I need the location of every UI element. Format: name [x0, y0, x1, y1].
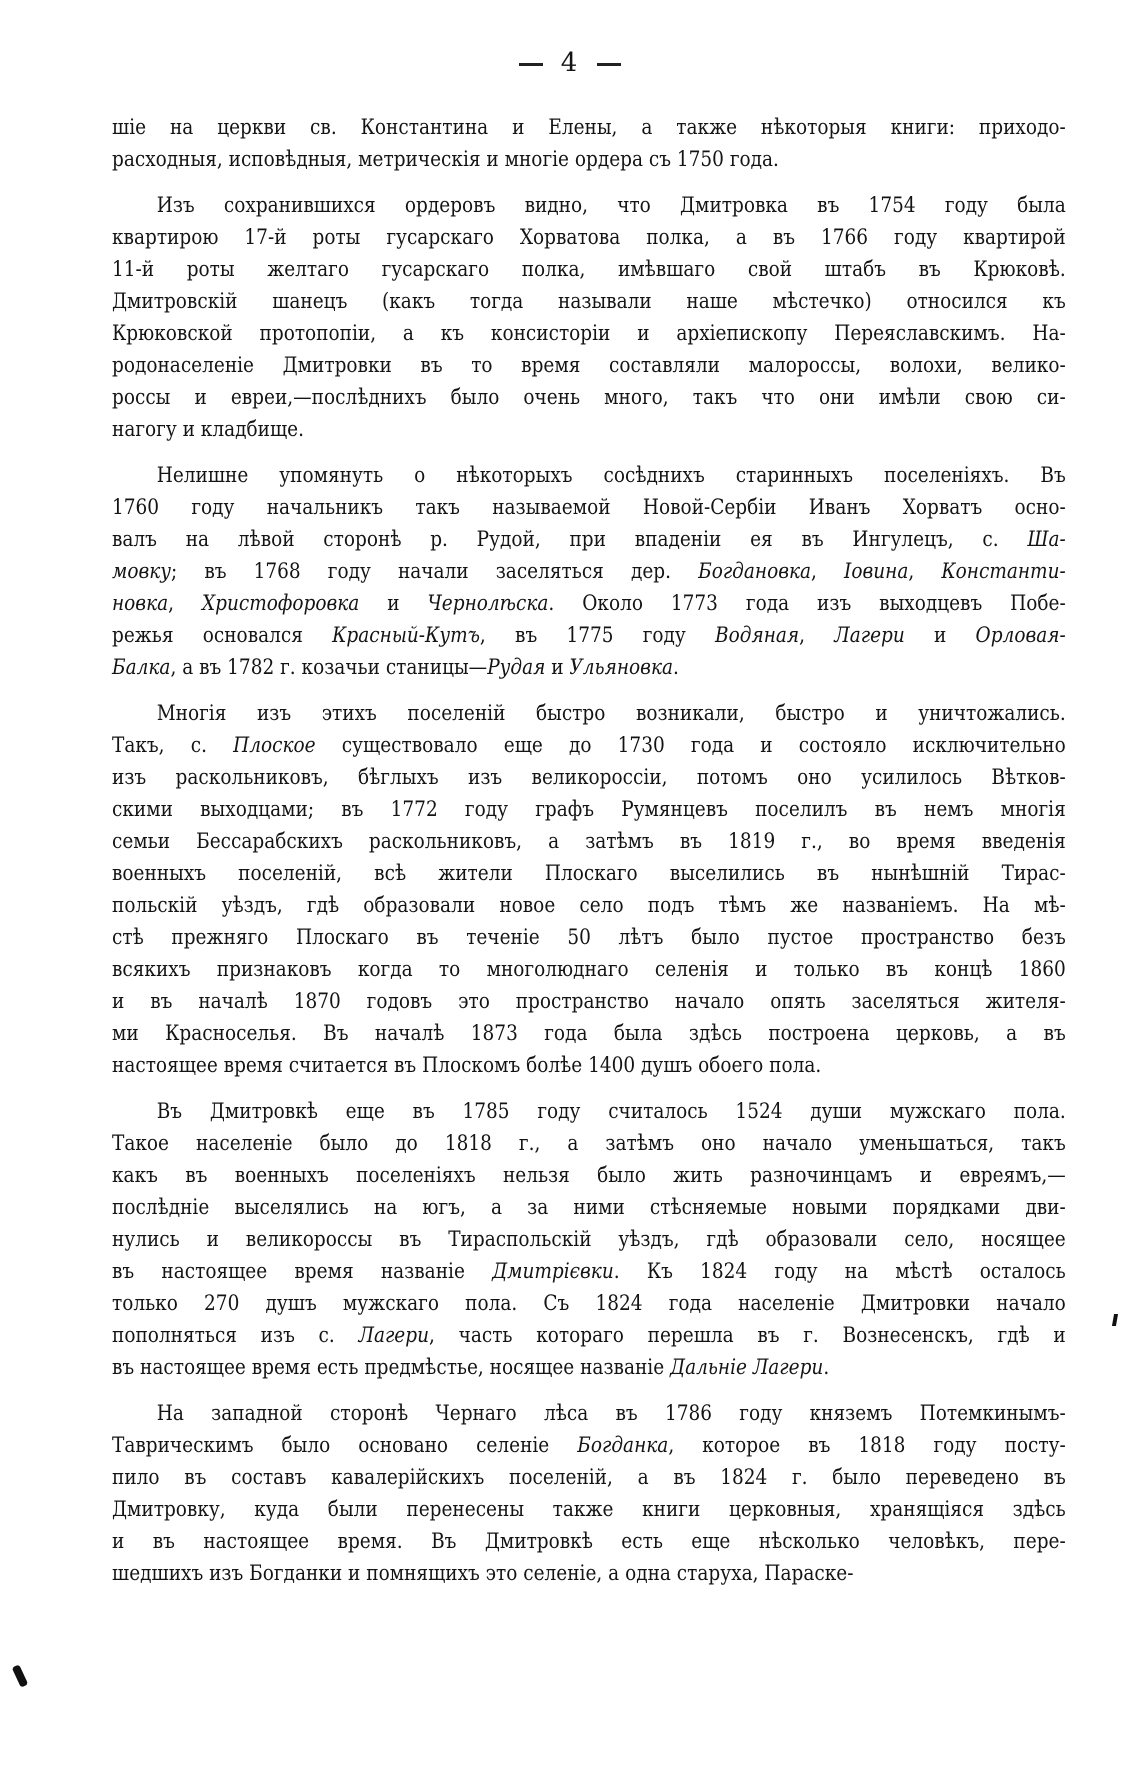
text-run: какъ въ военныхъ поселеніяхъ нельзя было жить разночинцамъ и евреямъ,—	[112, 1163, 1066, 1188]
text-run: и въ настоящее время. Въ Дмитровкѣ есть еще нѣсколько человѣкъ, пере-	[112, 1529, 1066, 1554]
text-line	[112, 698, 1066, 730]
italic-text: Константи-	[941, 559, 1066, 584]
text-run: . Около 1773 года изъ выходцевъ Побе-	[548, 591, 1066, 616]
text-run: Такое населеніе было до 1818 г., а затѣмъ оно начало уменьшаться, такъ	[112, 1131, 1066, 1156]
text-run: ; въ 1768 году начали заселяться дер.	[171, 559, 699, 584]
italic-text: Ульяновка	[569, 655, 674, 680]
text-run: пополняться изъ с.	[112, 1323, 359, 1348]
text-run: родонаселеніе Дмитровки въ то время составляли малороссы, волохи, велико-	[112, 353, 1066, 378]
text-run: и	[904, 623, 976, 648]
text-line	[112, 1462, 1066, 1494]
text-run: 1760 году начальникъ такъ называемой Новой-Сербіи Иванъ Хорватъ осно-	[112, 495, 1066, 520]
text-run: и	[359, 591, 428, 616]
italic-text: новка	[112, 591, 169, 616]
text-run: нагогу и кладбище.	[112, 417, 304, 442]
text-line	[112, 190, 1066, 222]
text-run: въ настоящее время названіе	[112, 1259, 493, 1284]
page-number-value: 4	[560, 48, 580, 78]
text-run: ,	[908, 559, 942, 584]
text-line	[112, 460, 1066, 492]
text-run: Многія изъ этихъ поселеній быстро возникали, быстро и уничтожались.	[156, 701, 1066, 726]
text-run: изъ раскольниковъ, бѣглыхъ изъ великороссіи, потомъ оно усилилось Вѣтков-	[112, 765, 1066, 790]
text-line	[112, 524, 1066, 556]
text-line	[112, 1018, 1066, 1050]
text-line	[112, 222, 1066, 254]
paragraph	[112, 1096, 1066, 1384]
text-run: Таврическимъ было основано селеніе	[112, 1433, 578, 1458]
text-line	[112, 1526, 1066, 1558]
italic-text: Чернолѣска	[427, 591, 549, 616]
text-run: Нелишне упомянуть о нѣкоторыхъ сосѣднихъ старинныхъ поселеніяхъ. Въ	[156, 463, 1066, 488]
paragraph	[112, 460, 1066, 684]
text-line	[112, 922, 1066, 954]
text-run: послѣдніе выселялись на югъ, а за ними стѣсняемые новыми порядками дви-	[112, 1195, 1066, 1220]
text-line	[112, 1256, 1066, 1288]
italic-text: Лагери	[834, 623, 905, 648]
text-line	[112, 144, 1066, 176]
text-line	[112, 794, 1066, 826]
text-run: въ настоящее время есть предмѣстье, носящее названіе	[112, 1355, 671, 1380]
text-line	[112, 986, 1066, 1018]
paragraph	[112, 698, 1066, 1082]
text-line	[112, 286, 1066, 318]
text-line	[112, 1192, 1066, 1224]
page-number	[0, 48, 1140, 78]
text-line	[112, 1224, 1066, 1256]
text-run: настоящее время считается въ Плоскомъ болѣе 1400 душъ обоего пола.	[112, 1053, 822, 1078]
page-number-dash-left	[519, 63, 543, 66]
text-run: военныхъ поселеній, всѣ жители Плоскаго выселились въ нынѣшній Тирас-	[112, 861, 1066, 886]
italic-text: Плоское	[233, 733, 316, 758]
italic-text: Іовина	[844, 559, 909, 584]
text-run: только 270 душъ мужскаго пола. Съ 1824 года населеніе Дмитровки начало	[112, 1291, 1066, 1316]
text-run: расходныя, исповѣдныя, метрическія и многіе ордера съ 1750 года.	[112, 147, 779, 172]
text-run: и	[545, 655, 570, 680]
text-line	[112, 1288, 1066, 1320]
page-number-dash-right	[597, 63, 621, 66]
text-run: , а въ 1782 г. козачьи станицы—	[170, 655, 488, 680]
text-line	[112, 762, 1066, 794]
text-line	[112, 1398, 1066, 1430]
text-run: Въ Дмитровкѣ еще въ 1785 году считалось 1524 души мужскаго пола.	[156, 1099, 1066, 1124]
scan-artifact-mark	[1112, 1314, 1118, 1326]
text-run: польскій уѣздъ, гдѣ образовали новое село подъ тѣмъ же названіемъ. На мѣ-	[112, 893, 1066, 918]
text-line	[112, 890, 1066, 922]
text-line	[112, 318, 1066, 350]
text-run: На западной сторонѣ Чернаго лѣса въ 1786 году княземъ Потемкинымъ-	[156, 1401, 1066, 1426]
text-line	[112, 826, 1066, 858]
text-run: семьи Бессарабскихъ раскольниковъ, а затѣмъ въ 1819 г., во время введенія	[112, 829, 1066, 854]
text-run: , часть котораго перешла въ г. Вознесенскъ, гдѣ и	[429, 1323, 1066, 1348]
text-line	[112, 556, 1066, 588]
text-run: валъ на лѣвой сторонѣ р. Рудой, при впаденіи ея въ Ингулецъ, с.	[112, 527, 1028, 552]
text-line	[112, 350, 1066, 382]
text-run: Дмитровскій шанецъ (какъ тогда называли наше мѣстечко) относился къ	[112, 289, 1066, 314]
text-line	[112, 1558, 1066, 1590]
text-run: , въ 1775 году	[479, 623, 716, 648]
text-run: режья основался	[112, 623, 333, 648]
text-run: и въ началѣ 1870 годовъ это пространство начало опять заселяться жителя-	[112, 989, 1066, 1014]
text-run: россы и евреи,—послѣднихъ было очень много, такъ что они имѣли свою си-	[112, 385, 1066, 410]
italic-text: Красный-Кутъ	[332, 623, 480, 648]
text-line	[112, 1352, 1066, 1384]
text-line	[112, 858, 1066, 890]
text-run: шедшихъ изъ Богданки и помнящихъ это селеніе, а одна старуха, Параске-	[112, 1561, 854, 1586]
text-line	[112, 652, 1066, 684]
italic-text: мовку	[112, 559, 172, 584]
text-run: ,	[811, 559, 845, 584]
italic-text: Ша-	[1027, 527, 1066, 552]
italic-text: Лагери	[358, 1323, 430, 1348]
body-text	[112, 112, 1066, 1604]
paragraph	[112, 1398, 1066, 1590]
text-line	[112, 1160, 1066, 1192]
text-run: .	[823, 1355, 830, 1380]
text-run: Такъ, с.	[112, 733, 234, 758]
text-run: всякихъ признаковъ когда то многолюднаго селенія и только въ концѣ 1860	[112, 957, 1066, 982]
text-run: ,	[168, 591, 202, 616]
text-run: Изъ сохранившихся ордеровъ видно, что Дмитровка въ 1754 году была	[156, 193, 1066, 218]
paragraph	[112, 190, 1066, 446]
text-line	[112, 112, 1066, 144]
text-run: , которое въ 1818 году посту-	[668, 1433, 1066, 1458]
text-run: 11-й роты желтаго гусарскаго полка, имѣвшаго свой штабъ въ Крюковѣ.	[112, 257, 1066, 282]
italic-text: Христофоровка	[201, 591, 360, 616]
text-line	[112, 382, 1066, 414]
text-run: шіе на церкви св. Константина и Елены, а также нѣкоторыя книги: приходо-	[112, 115, 1066, 140]
text-run: скими выходцами; въ 1772 году графъ Румянцевъ поселилъ въ немъ многія	[112, 797, 1066, 822]
italic-text: Водяная	[715, 623, 800, 648]
italic-text: Балка	[112, 655, 171, 680]
text-line	[112, 492, 1066, 524]
text-line	[112, 954, 1066, 986]
text-line	[112, 1320, 1066, 1352]
italic-text: Богданка	[577, 1433, 669, 1458]
italic-text: Богдановка	[698, 559, 812, 584]
text-line	[112, 1096, 1066, 1128]
text-run: Дмитровку, куда были перенесены также книги церковныя, хранящіяся здѣсь	[112, 1497, 1066, 1522]
text-run: существовало еще до 1730 года и состояло исключительно	[315, 733, 1066, 758]
italic-text: Дальніе Лагери	[670, 1355, 824, 1380]
italic-text: Орловая-	[975, 623, 1066, 648]
text-run: .	[673, 655, 679, 680]
text-run: нулись и великороссы въ Тираспольскій уѣздъ, гдѣ образовали село, носящее	[112, 1227, 1066, 1252]
italic-text: Рудая	[487, 655, 546, 680]
text-line	[112, 414, 1066, 446]
text-run: ми Красноселья. Въ началѣ 1873 года была здѣсь построена церковь, а въ	[112, 1021, 1066, 1046]
italic-text: Дмитрієвки	[492, 1259, 614, 1284]
text-run: пило въ составъ кавалерійскихъ поселеній, а въ 1824 г. было переведено въ	[112, 1465, 1066, 1490]
text-line	[112, 1430, 1066, 1462]
text-run: стѣ прежняго Плоскаго въ теченіе 50 лѣтъ было пустое пространство безъ	[112, 925, 1066, 950]
text-line	[112, 1128, 1066, 1160]
text-line	[112, 254, 1066, 286]
text-line	[112, 730, 1066, 762]
text-line	[112, 588, 1066, 620]
paragraph	[112, 112, 1066, 176]
text-line	[112, 1050, 1066, 1082]
text-line	[112, 1494, 1066, 1526]
scan-artifact-mark	[12, 1664, 29, 1687]
text-run: . Къ 1824 году на мѣстѣ осталось	[613, 1259, 1066, 1284]
text-line	[112, 620, 1066, 652]
text-run: квартирою 17-й роты гусарскаго Хорватова полка, а въ 1766 году квартирой	[112, 225, 1066, 250]
text-run: ,	[799, 623, 835, 648]
text-run: Крюковской протопопіи, а къ консисторіи и архіепископу Переяславскимъ. На-	[112, 321, 1066, 346]
